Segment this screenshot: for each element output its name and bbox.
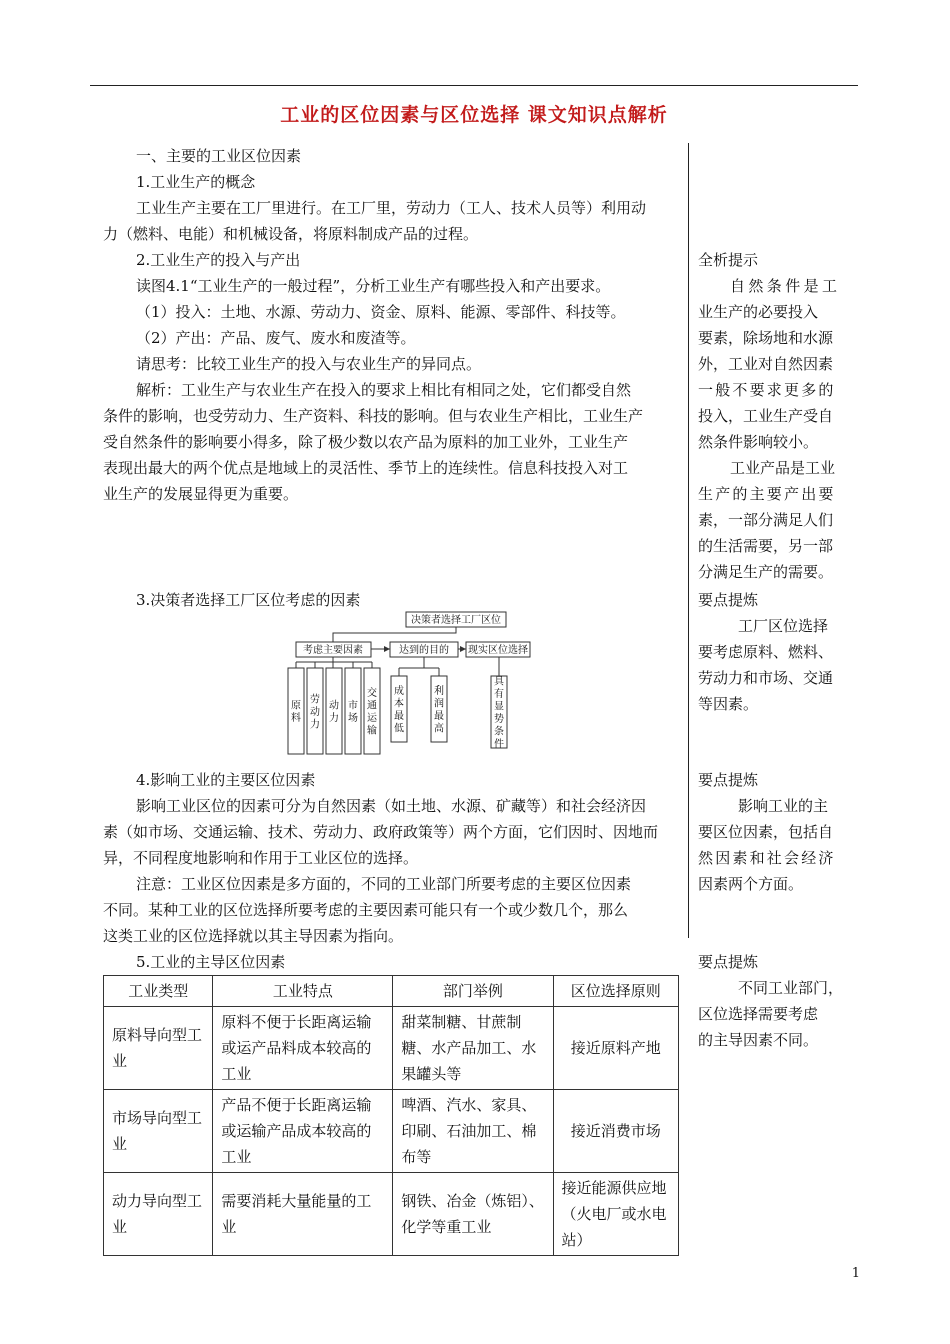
- paragraph-line: 工业生产主要在工厂里进行。在工厂里，劳动力（工人、技术人员等）利用动: [136, 199, 647, 217]
- subheading: 3.决策者选择工厂区位考虑的因素: [136, 591, 361, 609]
- paragraph-line: 这类工业的区位选择就以其主导因素为指向。: [103, 927, 404, 945]
- paragraph-line: 影响工业区位的因素可分为自然因素（如土地、水源、矿藏等）和社会经济因: [136, 797, 647, 815]
- subheading: 5.工业的主导区位因素: [136, 953, 286, 971]
- page-title: 工业的区位因素与区位选择 课文知识点解析: [280, 104, 668, 126]
- decision-flow-diagram: [280, 610, 540, 760]
- table-cell: 原料不便于长距离运输或运产品料成本较高的工业: [213, 1007, 393, 1090]
- table-cell: 原料导向型工业: [104, 1007, 213, 1090]
- table-cell: 产品不便于长距离运输或运输产品成本较高的工业: [213, 1090, 393, 1173]
- table-cell: 接近消费市场: [553, 1090, 678, 1173]
- diagram-consider-label: 考虑主要因素: [303, 645, 363, 656]
- paragraph-line: 业生产的发展显得更为重要。: [103, 485, 299, 503]
- side-line: 一般不要求更多的: [698, 381, 836, 399]
- factor-label: 动力: [329, 700, 339, 724]
- side-line: 劳动力和市场、交通: [698, 669, 834, 687]
- aim-label: 利润最高: [434, 686, 444, 735]
- factor-label: 市场: [348, 700, 358, 724]
- paragraph-line: 力（燃料、电能）和机械设备，将原料制成产品的过程。: [103, 225, 479, 243]
- table-header: 工业类型: [104, 976, 213, 1007]
- diagram-top-label: 决策者选择工厂区位: [411, 615, 501, 626]
- paragraph-line: 受自然条件的影响要小得多，除了极少数以农产品为原料的加工业外，工业生产: [103, 433, 629, 451]
- paragraph-line: 条件的影响，也受劳动力、生产资料、科技的影响。但与农业生产相比，工业生产: [103, 407, 644, 425]
- side-heading: 要点提炼: [698, 953, 759, 971]
- table-header: 区位选择原则: [553, 976, 678, 1007]
- factor-label: 劳动力: [310, 694, 320, 731]
- subheading: 4.影响工业的主要区位因素: [136, 771, 316, 789]
- paragraph-line: （2）产出：产品、废气、废水和废渣等。: [136, 329, 416, 347]
- page-number: 1: [851, 1266, 860, 1281]
- table-row: [104, 1007, 679, 1090]
- paragraph-line: 注意：工业区位因素是多方面的，不同的工业部门所要考虑的主要区位因素: [136, 875, 632, 893]
- table-cell: 钢铁、冶金（炼铝）、化学等重工业: [393, 1173, 553, 1256]
- table-cell: 甜菜制糖、甘蔗制糖、水产品加工、水果罐头等: [393, 1007, 553, 1090]
- aim-label: 成本最低: [394, 686, 404, 735]
- side-heading: 要点提炼: [698, 591, 759, 609]
- side-line: 区位选择需要考虑: [698, 1005, 819, 1023]
- table-cell: 动力导向型工业: [104, 1173, 213, 1256]
- diagram-goal-label: 达到的目的: [399, 645, 449, 656]
- paragraph-line: 读图4.1“工业生产的一般过程”，分析工业生产有哪些投入和产出要求。: [136, 277, 611, 295]
- side-line: 自然条件是工: [730, 277, 841, 295]
- paragraph-line: 请思考：比较工业生产的投入与农业生产的异同点。: [136, 355, 482, 373]
- side-line: 生产的主要产出要: [698, 485, 836, 503]
- table-row: [104, 1090, 679, 1173]
- side-line: 然条件影响较小。: [698, 433, 819, 451]
- table-header: 部门举例: [393, 976, 553, 1007]
- side-line: 因素两个方面。: [698, 875, 804, 893]
- paragraph-line: 异，不同程度地影响和作用于工业区位的选择。: [103, 849, 419, 867]
- table-header: 工业特点: [213, 976, 393, 1007]
- side-line: 投入，工业生产受自: [698, 407, 834, 425]
- side-line: 的生活需要，另一部: [698, 537, 834, 555]
- side-line: 的主导因素不同。: [698, 1031, 819, 1049]
- table-header-row: [104, 976, 679, 1007]
- table-row: [104, 1173, 679, 1256]
- factor-label: 原料: [291, 700, 301, 724]
- side-line: 外，工业对自然因素: [698, 355, 834, 373]
- header-rule: [90, 85, 858, 86]
- industry-location-table: [103, 975, 679, 1256]
- side-line: 影响工业的主: [738, 797, 829, 815]
- side-heading: 要点提炼: [698, 771, 759, 789]
- side-line: 然因素和社会经济: [698, 849, 836, 867]
- factor-label: 交通运输: [367, 688, 377, 737]
- table-cell: 需要消耗大量能量的工业: [213, 1173, 393, 1256]
- table-cell: 市场导向型工业: [104, 1090, 213, 1173]
- section-heading: 一、主要的工业区位因素: [136, 147, 302, 165]
- paragraph-line: 不同。某种工业的区位选择所要考虑的主要因素可能只有一个或少数几个，那么: [103, 901, 629, 919]
- table-cell: 接近能源供应地（火电厂或水电站）: [553, 1173, 678, 1256]
- column-divider: [688, 143, 689, 938]
- result-label: 具有显势条件: [494, 676, 504, 750]
- side-line: 工业产品是工业: [730, 459, 836, 477]
- table-cell: 接近原料产地: [553, 1007, 678, 1090]
- side-line: 分满足生产的需要。: [698, 563, 834, 581]
- diagram-real-label: 现实区位选择: [468, 645, 528, 656]
- side-line: 工厂区位选择: [738, 617, 829, 635]
- side-line: 素，一部分满足人们: [698, 511, 834, 529]
- side-line: 要考虑原料、燃料、: [698, 643, 834, 661]
- paragraph-line: 表现出最大的两个优点是地域上的灵活性、季节上的连续性。信息科技投入对工: [103, 459, 629, 477]
- subheading: 1.工业生产的概念: [136, 173, 256, 191]
- subheading: 2.工业生产的投入与产出: [136, 251, 301, 269]
- paragraph-line: 素（如市场、交通运输、技术、劳动力、政府政策等）两个方面，它们因时、因地而: [103, 823, 659, 841]
- side-line: 业生产的必要投入: [698, 303, 819, 321]
- side-line: 要区位因素，包括自: [698, 823, 834, 841]
- table-cell: 啤酒、汽水、家具、印刷、石油加工、棉布等: [393, 1090, 553, 1173]
- paragraph-line: 解析：工业生产与农业生产在投入的要求上相比有相同之处，它们都受自然: [136, 381, 632, 399]
- side-line: 不同工业部门，: [738, 979, 844, 997]
- side-line: 等因素。: [698, 695, 759, 713]
- paragraph-line: （1）投入：土地、水源、劳动力、资金、原料、能源、零部件、科技等。: [136, 303, 626, 321]
- side-heading: 全析提示: [698, 251, 759, 269]
- side-line: 要素，除场地和水源: [698, 329, 834, 347]
